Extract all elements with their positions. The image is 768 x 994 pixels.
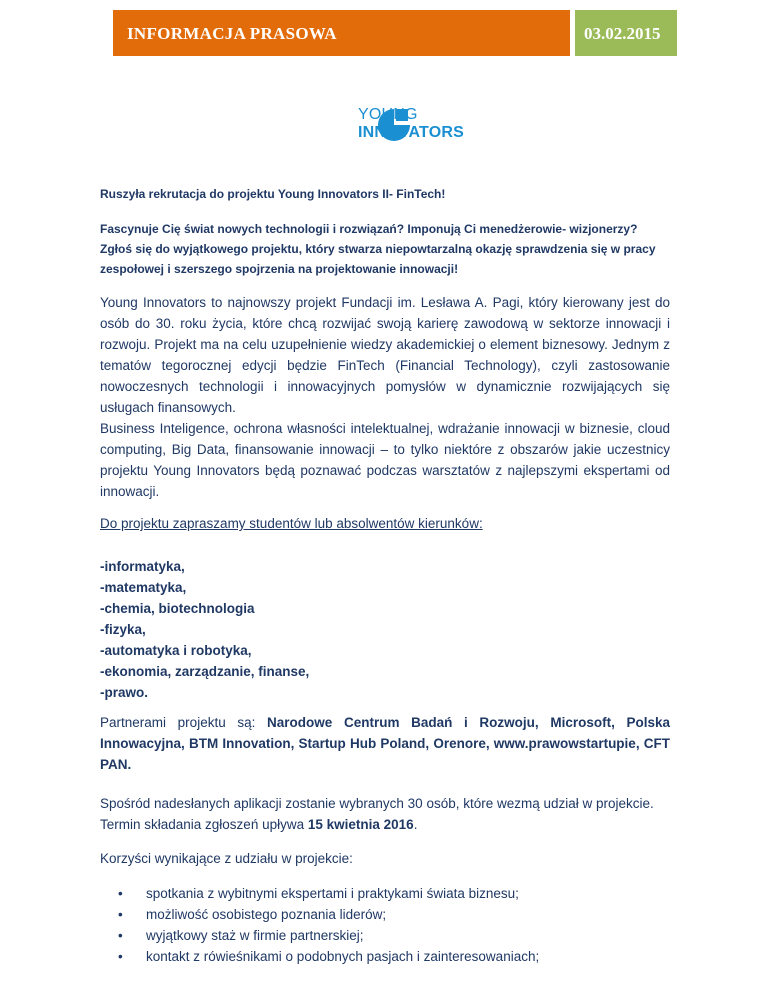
benefit-text: wyjątkowy staż w firmie partnerskiej; xyxy=(146,928,364,943)
deadline-suffix: . xyxy=(413,817,418,832)
logo-wordmark xyxy=(358,106,464,142)
field-item: -chemia, biotechnologia xyxy=(100,601,255,616)
list-item xyxy=(118,904,678,925)
field-item: -ekonomia, zarządzanie, finanse, xyxy=(100,664,310,679)
field-item: -automatyka i robotyka, xyxy=(100,643,252,658)
partners-prefix: Partnerami projektu są: xyxy=(100,715,268,730)
list-item xyxy=(118,925,678,946)
bullet-icon: • xyxy=(118,928,123,943)
fields-list xyxy=(100,556,670,703)
benefits-list xyxy=(118,883,678,967)
field-item: -informatyka, xyxy=(100,559,185,574)
selection-sentence: Spośród nadesłanych aplikacji zostanie wybranych 30 osób, które wezmą udział w projekcie. xyxy=(100,796,654,811)
benefit-text: możliwość osobistego poznania liderów; xyxy=(146,907,387,922)
description-block xyxy=(100,292,670,502)
release-date: 03.02.2015 xyxy=(584,24,661,43)
bullet-icon: • xyxy=(118,949,123,964)
headline: Ruszyła rekrutacja do projektu Young Innovators II- FinTech! xyxy=(100,187,446,201)
benefit-text: spotkania z wybitnymi ekspertami i praktykami świata biznesu; xyxy=(146,886,519,901)
field-item: -prawo. xyxy=(100,685,149,700)
selection-paragraph xyxy=(100,793,670,835)
benefits-title: Korzyści wynikające z udziału w projekcie: xyxy=(100,851,353,866)
list-item xyxy=(118,946,678,967)
intro-paragraph: Fascynuje Cię świat nowych technologii i rozwiązań? Imponują Ci menedżerowie- wizjonerzy? Zgłoś się do wyjątkowego projektu, który stwarza niepowtarzalną okazję sprawdzenia się w pracy zespołowej i szerszego spojrzenia na projektowanie innowacji! xyxy=(100,222,656,276)
logo-line-2: INNOVATORS xyxy=(358,124,465,141)
partners-paragraph xyxy=(100,712,670,775)
paragraph-topics: Business Inteligence, ochrona własności intelektualnej, wdrażanie innowacji w biznesie, cloud computing, Big Data, finansowanie innowacji – to tylko niektóre z obszarów jakie uczestnicy projektu Young Innovators będą poznawać podczas warsztatów z najlepszymi ekspertami od innowacji. xyxy=(100,421,670,499)
benefit-text: kontakt z rówieśnikami o podobnych pasjach i zainteresowaniach; xyxy=(146,949,540,964)
deadline-prefix: Termin składania zgłoszeń upływa xyxy=(100,817,308,832)
paragraph-project: Young Innovators to najnowszy projekt Fundacji im. Lesława A. Pagi, który kierowany jest do osób do 30. roku życia, które chcą rozwijać swoją karierę zawodową w sektorze innowacji i rozwoju. Projekt ma na celu uzupełnienie wiedzy akademickiej o element biznesowy. Jednym z tematów tegorocznej edycji będzie FinTech (Financial Technology), czyli zastosowanie nowoczesnych technologii i innowacyjnych pomysłów w dynamicznie rozwijających się usługach finansowych. xyxy=(100,295,670,415)
partners-names: Narodowe Centrum Badań i Rozwoju, Microsoft, Polska Innowacyjna, BTM Innovation, Startup Hub Poland, Orenore, www.prawowstartupie, CFT PAN. xyxy=(100,715,671,772)
press-release-title: INFORMACJA PRASOWA xyxy=(127,24,337,43)
logo-line-1: YOUNG xyxy=(358,106,418,123)
field-item: -matematyka, xyxy=(100,580,187,595)
deadline-date: 15 kwietnia 2016 xyxy=(307,817,414,832)
bullet-icon: • xyxy=(118,907,123,922)
list-item xyxy=(118,883,678,904)
deadline-line xyxy=(100,814,670,835)
invite-heading: Do projektu zapraszamy studentów lub absolwentów kierunków: xyxy=(100,516,483,531)
field-item: -fizyka, xyxy=(100,622,146,637)
bullet-icon: • xyxy=(118,886,123,901)
